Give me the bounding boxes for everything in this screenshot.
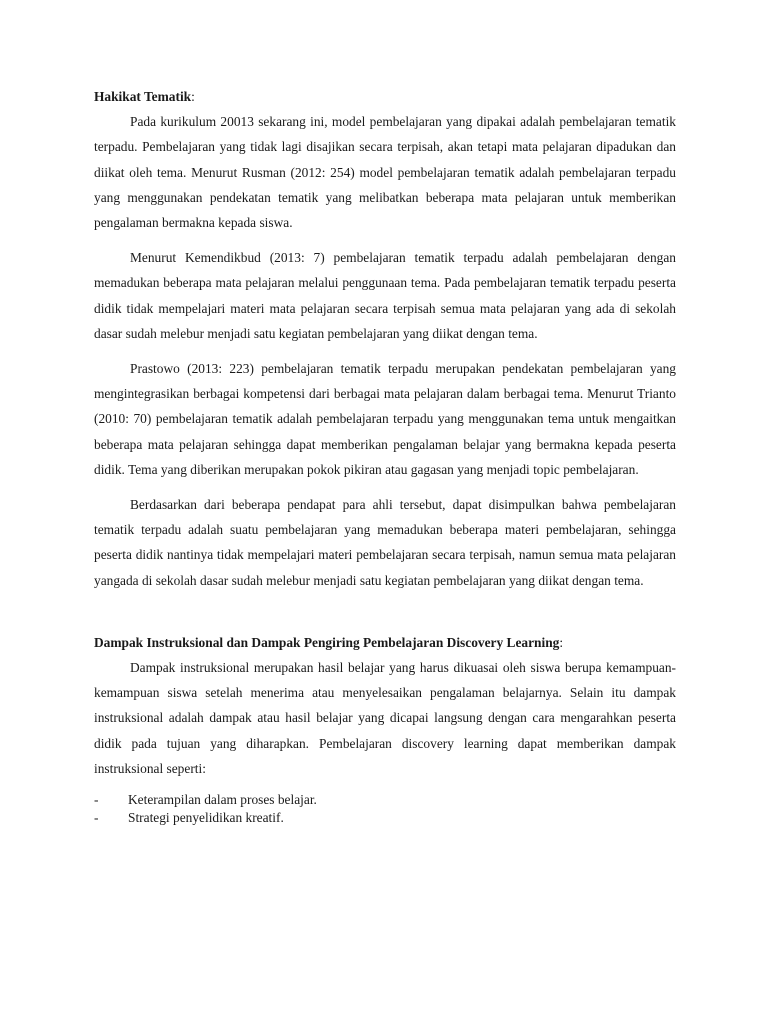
heading-text: Hakikat Tematik (94, 89, 192, 104)
list-item-text: Keterampilan dalam proses belajar. (128, 792, 317, 808)
heading-text: Dampak Instruksional dan Dampak Pengiring Pembelajaran Discovery Learning (94, 634, 560, 650)
paragraph: Berdasarkan dari beberapa pendapat para ahli tersebut, dapat disimpulkan bahwa pembelajaran tematik terpadu adalah suatu pembelajaran yang memadukan beberapa materi pembelajaran, sehingga peserta didik nantinya tidak mempelajari materi pembelajaran secara terpisah, namun semua mata pelajaran yangada di sekolah dasar sudah melebur menjadi satu kegiatan pembelajaran yang diikat dengan tema. (94, 497, 676, 588)
paragraph: Dampak instruksional merupakan hasil belajar yang harus dikuasai oleh siswa berupa kemampuan-kemampuan siswa setelah menerima atau menyelesaikan pengalaman belajarnya. Selain itu dampak instruksional adalah dampak atau hasil belajar yang dicapai langsung dengan cara mengarahkan peserta didik pada tujuan yang diharapkan. Pembelajaran discovery learning dapat memberikan dampak instruksional seperti: (94, 660, 676, 776)
paragraph: Pada kurikulum 20013 sekarang ini, model pembelajaran yang dipakai adalah pembelajaran tematik terpadu. Pembelajaran yang tidak lagi disajikan secara terpisah, akan tetapi mata pelajaran dipadukan dan diikat oleh tema. Menurut Rusman (2012: 254) model pembelajaran tematik adalah pembelajaran terpadu yang menggunakan pendekatan tematik yang melibatkan beberapa mata pelajaran untuk memberikan pengalaman bermakna kepada siswa. (94, 114, 676, 231)
paragraph: Prastowo (2013: 223) pembelajaran tematik terpadu merupakan pendekatan pembelajaran yang mengintegrasikan berbagai kompetensi dari berbagai mata pelajaran dalam berbagai tema. Menurut Trianto (2010: 70) pembelajaran tematik adalah pembelajaran terpadu yang menggunakan tema untuk mengaitkan beberapa mata pelajaran sehingga dapat memberikan pengalaman belajar yang bermakna kepada peserta didik. Tema yang diberikan merupakan pokok pikiran atau gagasan yang menjadi topic pembelajaran. (94, 361, 676, 477)
list-item (94, 809, 676, 827)
paragraph: Menurut Kemendikbud (2013: 7) pembelajaran tematik terpadu adalah pembelajaran dengan memadukan beberapa mata pelajaran melalui penggunaan tema. Pada pembelajaran tematik terpadu peserta didik tidak mempelajari materi mata pelajaran secara terpisah semua mata pelajaran yang ada di sekolah dasar sudah melebur menjadi satu kegiatan pembelajaran yang diikat dengan tema. (94, 250, 676, 341)
bullet-list (94, 791, 676, 827)
document-page (94, 84, 676, 827)
list-item-text: Strategi penyelidikan kreatif. (128, 810, 284, 826)
dash-bullet: - (94, 810, 99, 826)
list-item (94, 791, 676, 809)
section-heading-hakikat-tematik (94, 84, 676, 109)
section-spacer (94, 603, 676, 630)
dash-bullet: - (94, 792, 99, 808)
heading-colon: : (191, 89, 195, 104)
section-heading-dampak (94, 630, 676, 655)
heading-colon: : (559, 634, 564, 650)
